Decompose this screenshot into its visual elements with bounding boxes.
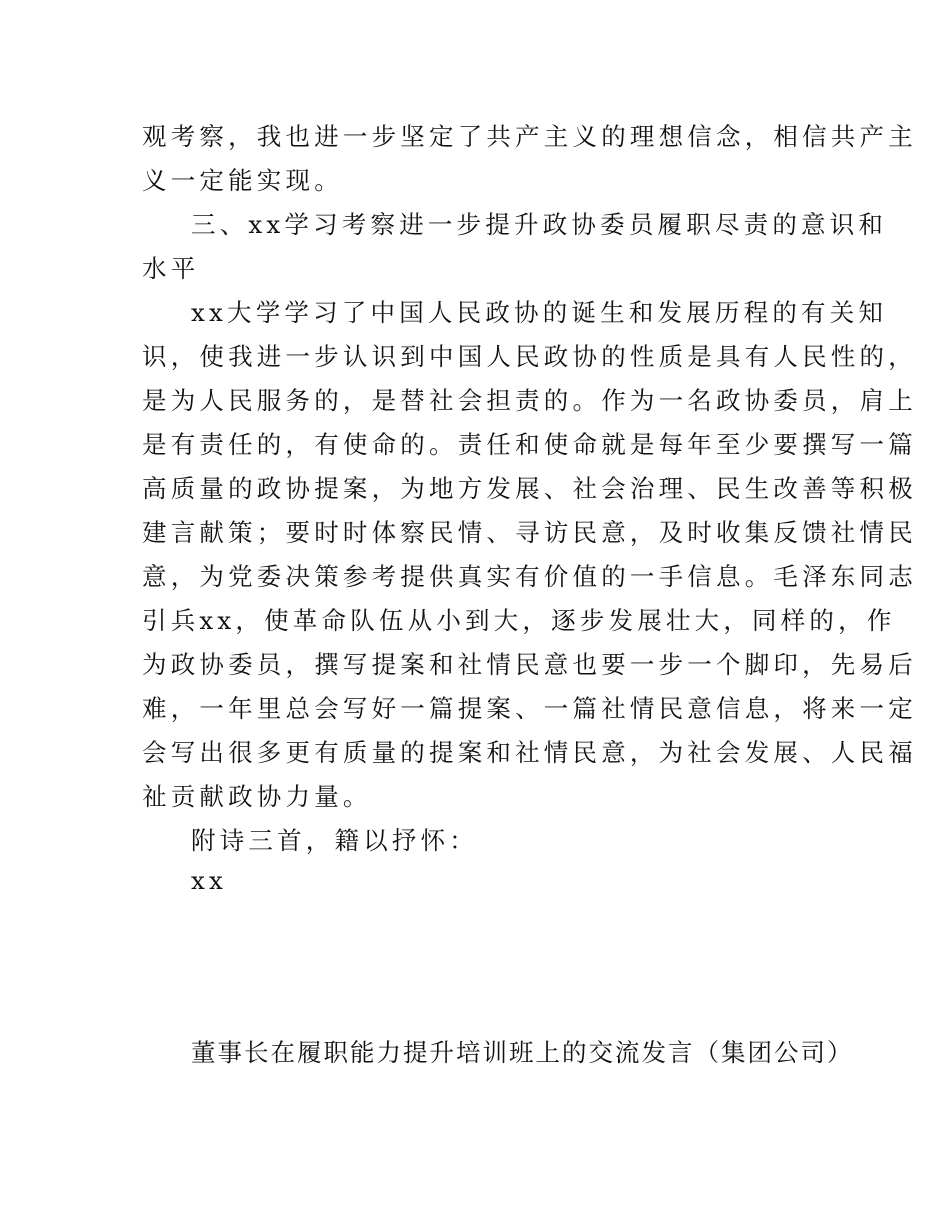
text-line-16: 祉贡献政协力量。 [142, 782, 372, 811]
text-line-11: 意，为党委决策参考提供真实有价值的一手信息。毛泽东同志 [142, 562, 917, 591]
next-document-title: 董事长在履职能力提升培训班上的交流发言（集团公司） [191, 1038, 854, 1067]
text-line-9: 高质量的政协提案，为地方发展、社会治理、民生改善等积极 [142, 474, 917, 503]
text-line-10: 建言献策；要时时体察民情、寻访民意，及时收集反馈社情民 [142, 518, 917, 547]
text-line-1: 观考察，我也进一步坚定了共产主义的理想信念，相信共产主 [142, 122, 917, 151]
text-line-5: xx大学学习了中国人民政协的诞生和发展历程的有关知 [191, 298, 888, 327]
section-heading-line-1: 三、xx学习考察进一步提升政协委员履职尽责的意识和 [191, 210, 888, 239]
text-line-12: 引兵xx，使革命队伍从小到大，逐步发展壮大，同样的，作 [142, 606, 896, 635]
text-line-13: 为政协委员，撰写提案和社情民意也要一步一个脚印，先易后 [142, 650, 917, 679]
text-line-7: 是为人民服务的，是替社会担责的。作为一名政协委员，肩上 [142, 386, 917, 415]
text-line-18: xx [191, 866, 228, 895]
text-line-2: 义一定能实现。 [142, 166, 343, 195]
section-heading-line-2: 水平 [142, 254, 200, 283]
text-line-15: 会写出很多更有质量的提案和社情民意，为社会发展、人民福 [142, 738, 917, 767]
text-line-17: 附诗三首，籍以抒怀： [191, 826, 478, 855]
text-line-6: 识，使我进一步认识到中国人民政协的性质是具有人民性的， [142, 342, 917, 371]
text-line-8: 是有责任的，有使命的。责任和使命就是每年至少要撰写一篇 [142, 430, 917, 459]
text-line-14: 难，一年里总会写好一篇提案、一篇社情民意信息，将来一定 [142, 694, 917, 723]
